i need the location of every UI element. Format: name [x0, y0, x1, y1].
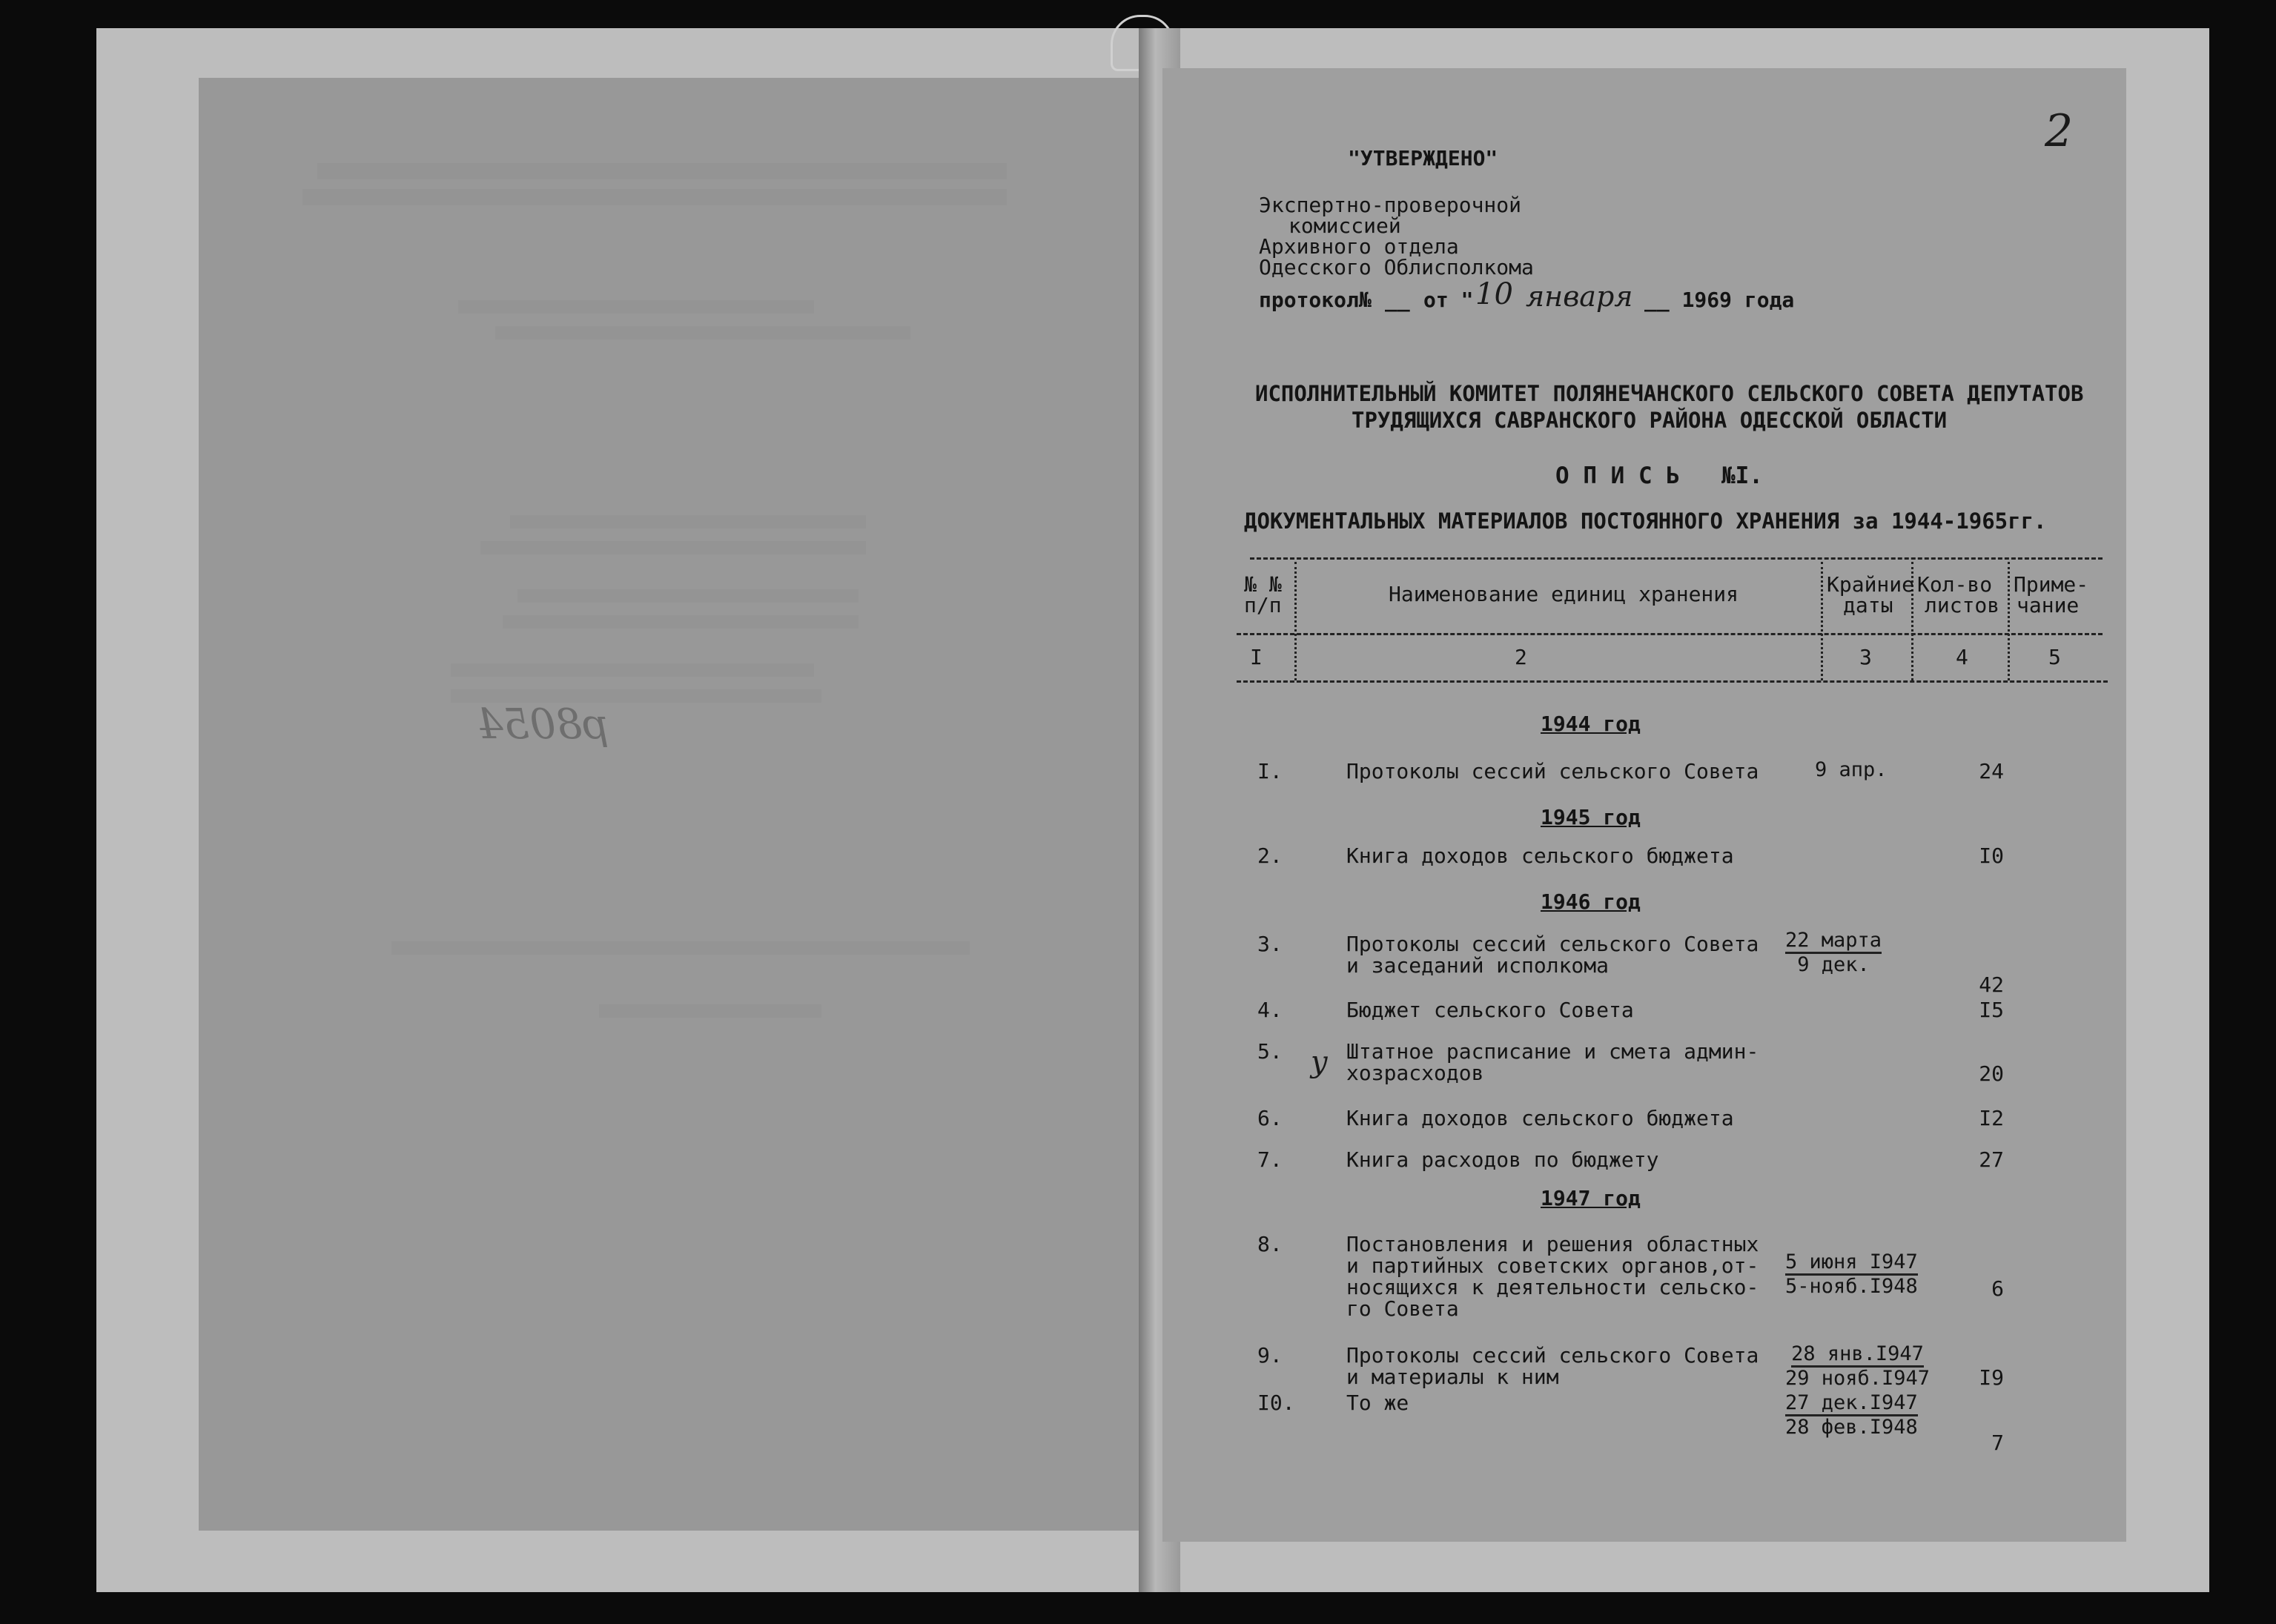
approval-title: "УТВЕРЖДЕНО": [1348, 146, 1498, 170]
left-page-stamp: р8054: [477, 700, 609, 749]
col4-header-a: Кол-во: [1917, 572, 1993, 597]
row-number: 2.: [1257, 844, 1283, 868]
protocol-from: от ": [1423, 288, 1474, 312]
col4-header-b: листов: [1925, 593, 2000, 617]
row-dates: [1785, 1392, 1918, 1439]
row-number: 8.: [1257, 1232, 1283, 1256]
row-title-line: хозрасходов: [1346, 1061, 1484, 1085]
table-top-rule: [1250, 557, 2103, 560]
row-dates: [1785, 1251, 1918, 1298]
row-title-line: Постановления и решения областных: [1346, 1232, 1759, 1256]
row-handwritten-mark: у: [1311, 1045, 1329, 1079]
row-date-start: [1785, 1392, 1918, 1416]
col5-header-b: чание: [2017, 593, 2080, 617]
table-number-rule: [1237, 680, 2108, 683]
approval-line-1: Экспертно-проверочной: [1259, 193, 1522, 217]
row-sheet-count: 24: [1979, 759, 2004, 783]
row-number: 9.: [1257, 1343, 1283, 1368]
row-sheet-count: I5: [1979, 998, 2004, 1022]
row-title-line: Бюджет сельского Совета: [1346, 998, 1634, 1022]
row-date-start-text: 28 янв.I947: [1791, 1343, 1924, 1368]
row-date-start: [1785, 1251, 1918, 1276]
row-sheet-count: 20: [1979, 1061, 2004, 1086]
header-line-2: ТРУДЯЩИХСЯ САВРАНСКОГО РАЙОНА ОДЕССКОЙ ОБЛАСТИ: [1352, 408, 1948, 433]
row-number: I.: [1257, 759, 1283, 783]
opis-title: О П И С Ь №I.: [1555, 463, 1763, 489]
row-sheet-count: 6: [1991, 1276, 2004, 1301]
row-date-start: 9 апр.: [1815, 758, 1888, 781]
col1-header-a: № №: [1244, 572, 1282, 597]
right-page: [1162, 68, 2126, 1542]
year-1945: 1945 год: [1541, 805, 1641, 829]
col3-header-a: Крайние: [1827, 572, 1915, 597]
bleed-through-text: [199, 78, 1140, 1531]
protocol-year: __ 1969 года: [1644, 288, 1795, 312]
col-number-1: I: [1250, 645, 1263, 669]
row-title-line: Протоколы сессий сельского Совета: [1346, 1343, 1759, 1368]
row-sheet-count: I9: [1979, 1365, 2004, 1390]
row-date-end: 9 дек.: [1797, 953, 1870, 976]
col-number-3: 3: [1859, 645, 1872, 669]
table-col-divider-2: [1821, 562, 1823, 680]
col-number-2: 2: [1515, 645, 1527, 669]
row-sheet-count: 27: [1979, 1147, 2004, 1172]
year-1947: 1947 год: [1541, 1186, 1641, 1210]
row-date-start-text: 22 марта: [1785, 929, 1882, 954]
row-date-end: 28 фев.I948: [1785, 1416, 1918, 1439]
row-number: 4.: [1257, 998, 1283, 1022]
row-dates: [1785, 929, 1882, 976]
year-1944: 1944 год: [1541, 712, 1641, 736]
col1-header-b: п/п: [1244, 593, 1282, 617]
row-date-start: [1785, 929, 1882, 954]
approval-line-2: комиссией: [1288, 213, 1401, 238]
row-title-line: Книга доходов сельского бюджета: [1346, 1106, 1734, 1130]
header-line-1: ИСПОЛНИТЕЛЬНЫЙ КОМИТЕТ ПОЛЯНЕЧАНСКОГО СЕЛЬСКОГО СОВЕТА ДЕПУТАТОВ: [1255, 381, 2084, 406]
row-title-line: То же: [1346, 1391, 1409, 1415]
protocol-prefix: протокол№: [1259, 288, 1372, 312]
table-col-divider-1: [1294, 562, 1297, 680]
row-number: 6.: [1257, 1106, 1283, 1130]
approval-line-4: Одесского Облисполкома: [1259, 255, 1534, 279]
row-title-line: и материалы к ним: [1346, 1365, 1559, 1389]
opis-subtitle: ДОКУМЕНТАЛЬНЫХ МАТЕРИАЛОВ ПОСТОЯННОГО ХРАНЕНИЯ за 1944-1965гг.: [1244, 508, 2047, 534]
row-title-line: го Совета: [1346, 1296, 1459, 1321]
row-sheet-count: I2: [1979, 1106, 2004, 1130]
row-number: 5.: [1257, 1039, 1283, 1064]
row-sheet-count: 42: [1979, 972, 2004, 997]
approval-line-3: Архивного отдела: [1259, 234, 1459, 259]
row-date-start: [1785, 1343, 1930, 1368]
left-page: [199, 78, 1140, 1531]
col2-header: Наименование единиц хранения: [1389, 582, 1739, 606]
row-date-end: 29 нояб.I947: [1785, 1367, 1931, 1390]
row-title-line: Протоколы сессий сельского Совета: [1346, 932, 1759, 956]
row-title-line: Книга доходов сельского бюджета: [1346, 844, 1734, 868]
row-sheet-count: I0: [1979, 844, 2004, 868]
col-number-5: 5: [2048, 645, 2061, 669]
row-title-line: Штатное расписание и смета админ-: [1346, 1039, 1759, 1064]
row-title-line: носящихся к деятельности сельско-: [1346, 1275, 1759, 1299]
col3-header-b: даты: [1843, 593, 1893, 617]
row-date-start-text: 5 июня I947: [1785, 1251, 1918, 1276]
row-number: 7.: [1257, 1147, 1283, 1172]
row-title-line: и заседаний исполкома: [1346, 953, 1610, 978]
page-number: 2: [2045, 105, 2074, 157]
row-title-line: и партийных советских органов,от-: [1346, 1253, 1759, 1278]
year-1946: 1946 год: [1541, 889, 1641, 914]
row-number: 3.: [1257, 932, 1283, 956]
col-number-4: 4: [1956, 645, 1968, 669]
row-sheet-count: 7: [1991, 1431, 2004, 1455]
protocol-number-blank: __: [1385, 288, 1410, 312]
row-date-end: 5-нояб.I948: [1785, 1275, 1918, 1298]
protocol-day: 10: [1475, 277, 1513, 311]
row-date-start-text: 27 дек.I947: [1785, 1392, 1918, 1416]
row-title-line: Протоколы сессий сельского Совета: [1346, 759, 1759, 783]
protocol-month: января: [1526, 280, 1633, 313]
table-header-rule: [1237, 633, 2103, 635]
row-dates: [1785, 1343, 1930, 1390]
col5-header-a: Приме-: [2014, 572, 2089, 597]
row-dates: [1815, 759, 1888, 781]
table-col-divider-4: [2008, 562, 2010, 680]
row-title-line: Книга расходов по бюджету: [1346, 1147, 1659, 1172]
row-number: I0.: [1257, 1391, 1295, 1415]
